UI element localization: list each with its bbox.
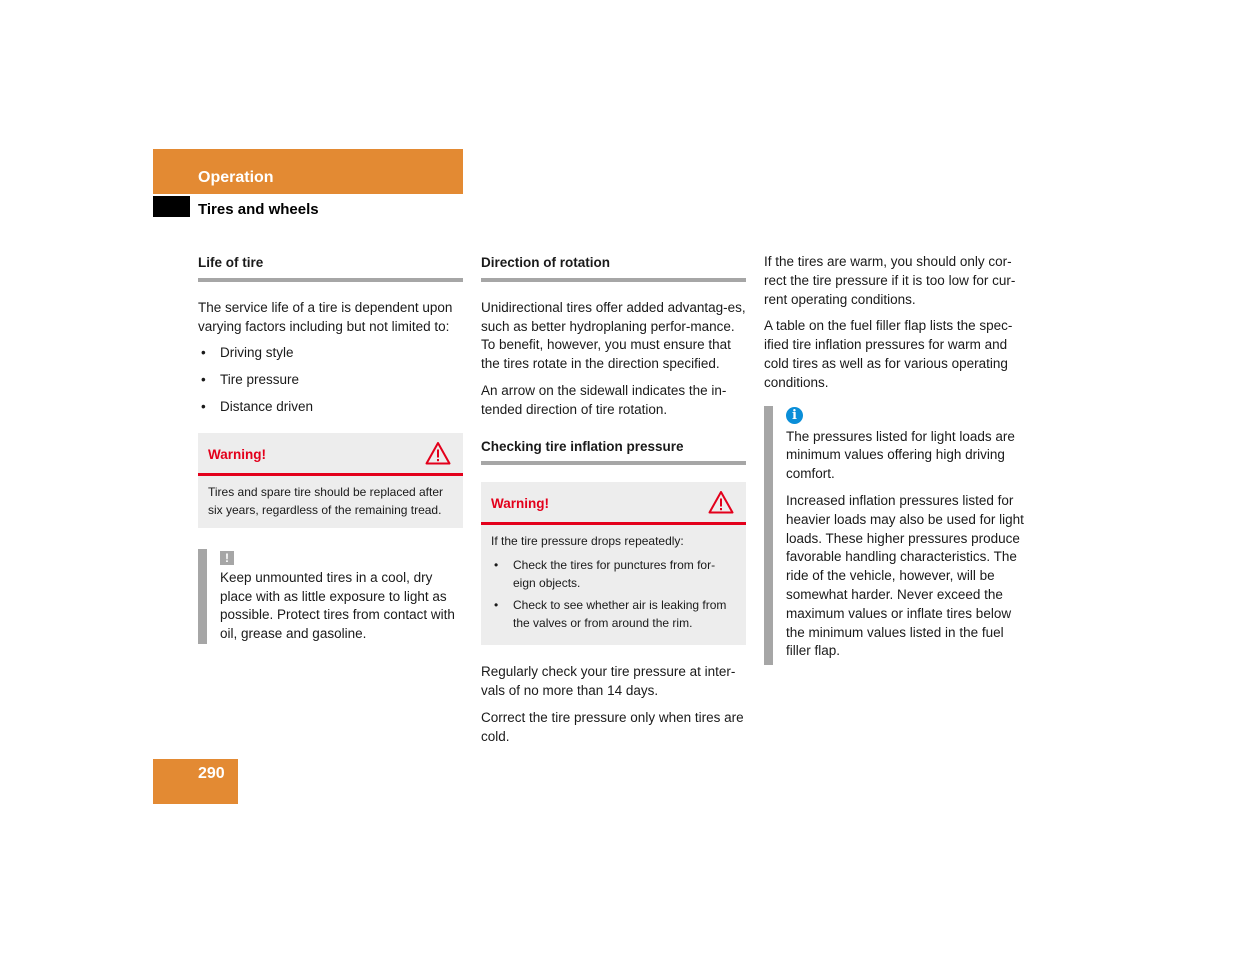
subsection-title: Tires and wheels xyxy=(198,201,319,218)
heading-life-of-tire: Life of tire xyxy=(198,254,463,282)
warning-triangle-icon xyxy=(708,490,734,514)
warning-triangle-icon xyxy=(425,441,451,465)
exclamation-icon: ! xyxy=(220,551,234,565)
warning-box xyxy=(481,482,746,645)
section-title: Operation xyxy=(198,169,274,186)
note-text: Keep unmounted tires in a cool, dry place with as little exposure to light as possible. Protect tires from contact with oil, grease and gasoline. xyxy=(220,569,455,642)
column-1 xyxy=(198,254,463,644)
paragraph: Unidirectional tires offer added advantag-es, such as better hydroplaning perfor-mance. To benefit, however, you must ensure that the tires rotate in the direction specified. xyxy=(481,299,746,372)
info-icon: i xyxy=(786,407,803,424)
paragraph: A table on the fuel filler flap lists the spec-ified tire inflation pressures for warm and cold tires as well as for various operating conditions. xyxy=(764,318,1013,390)
warning-header xyxy=(481,482,746,525)
factor-list xyxy=(198,344,463,416)
warning-intro: If the tire pressure drops repeatedly: xyxy=(491,534,684,549)
list-item: • Check the tires for punctures from for-eign objects. xyxy=(491,556,737,592)
warning-list xyxy=(491,556,737,632)
warning-header xyxy=(198,433,463,476)
info-note xyxy=(764,406,1032,666)
heading-checking-pressure: Checking tire inflation pressure xyxy=(481,438,746,466)
paragraph: An arrow on the sidewall indicates the in-tended direction of tire rotation. xyxy=(481,382,727,417)
list-item: • Driving style xyxy=(198,344,463,363)
list-item: • Check to see whether air is leaking from the valves or from around the rim. xyxy=(491,596,737,632)
note-text: The pressures listed for light loads are minimum values offering high driving comfort. xyxy=(786,428,1015,482)
column-3 xyxy=(764,253,1032,665)
warning-body xyxy=(481,525,746,645)
note-bar xyxy=(764,406,773,666)
page-number: 290 xyxy=(198,765,225,782)
warning-label: Warning! xyxy=(208,446,266,462)
warning-box xyxy=(198,433,463,528)
section-tab-marker xyxy=(153,196,190,217)
warning-label: Warning! xyxy=(491,496,549,512)
list-item: • Distance driven xyxy=(198,398,463,417)
paragraph: Regularly check your tire pressure at inter-vals of no more than 14 days. xyxy=(481,664,736,699)
caution-note xyxy=(198,549,463,644)
page-number-box xyxy=(153,759,238,804)
warning-text: Tires and spare tire should be replaced after six years, regardless of the remaining tread. xyxy=(208,484,444,517)
note-text: Increased inflation pressures listed for heavier loads may also be used for light loads. These higher pressures produce favorable handling characteristics. The ride of the vehicle, however, will be somewhat harder. Never exceed the maximum values or inflate tires below the minimum values listed in the fuel filler flap. xyxy=(786,492,1024,659)
note-bar xyxy=(198,549,207,644)
paragraph: Correct the tire pressure only when tires are cold. xyxy=(481,709,744,744)
column-2 xyxy=(481,254,746,755)
list-item: • Tire pressure xyxy=(198,371,463,390)
paragraph: The service life of a tire is dependent upon varying factors including but not limited to: xyxy=(198,299,453,334)
paragraph: If the tires are warm, you should only cor-rect the tire pressure if it is too low for cur-rent operating conditions. xyxy=(764,254,1016,307)
heading-direction-of-rotation: Direction of rotation xyxy=(481,254,746,282)
